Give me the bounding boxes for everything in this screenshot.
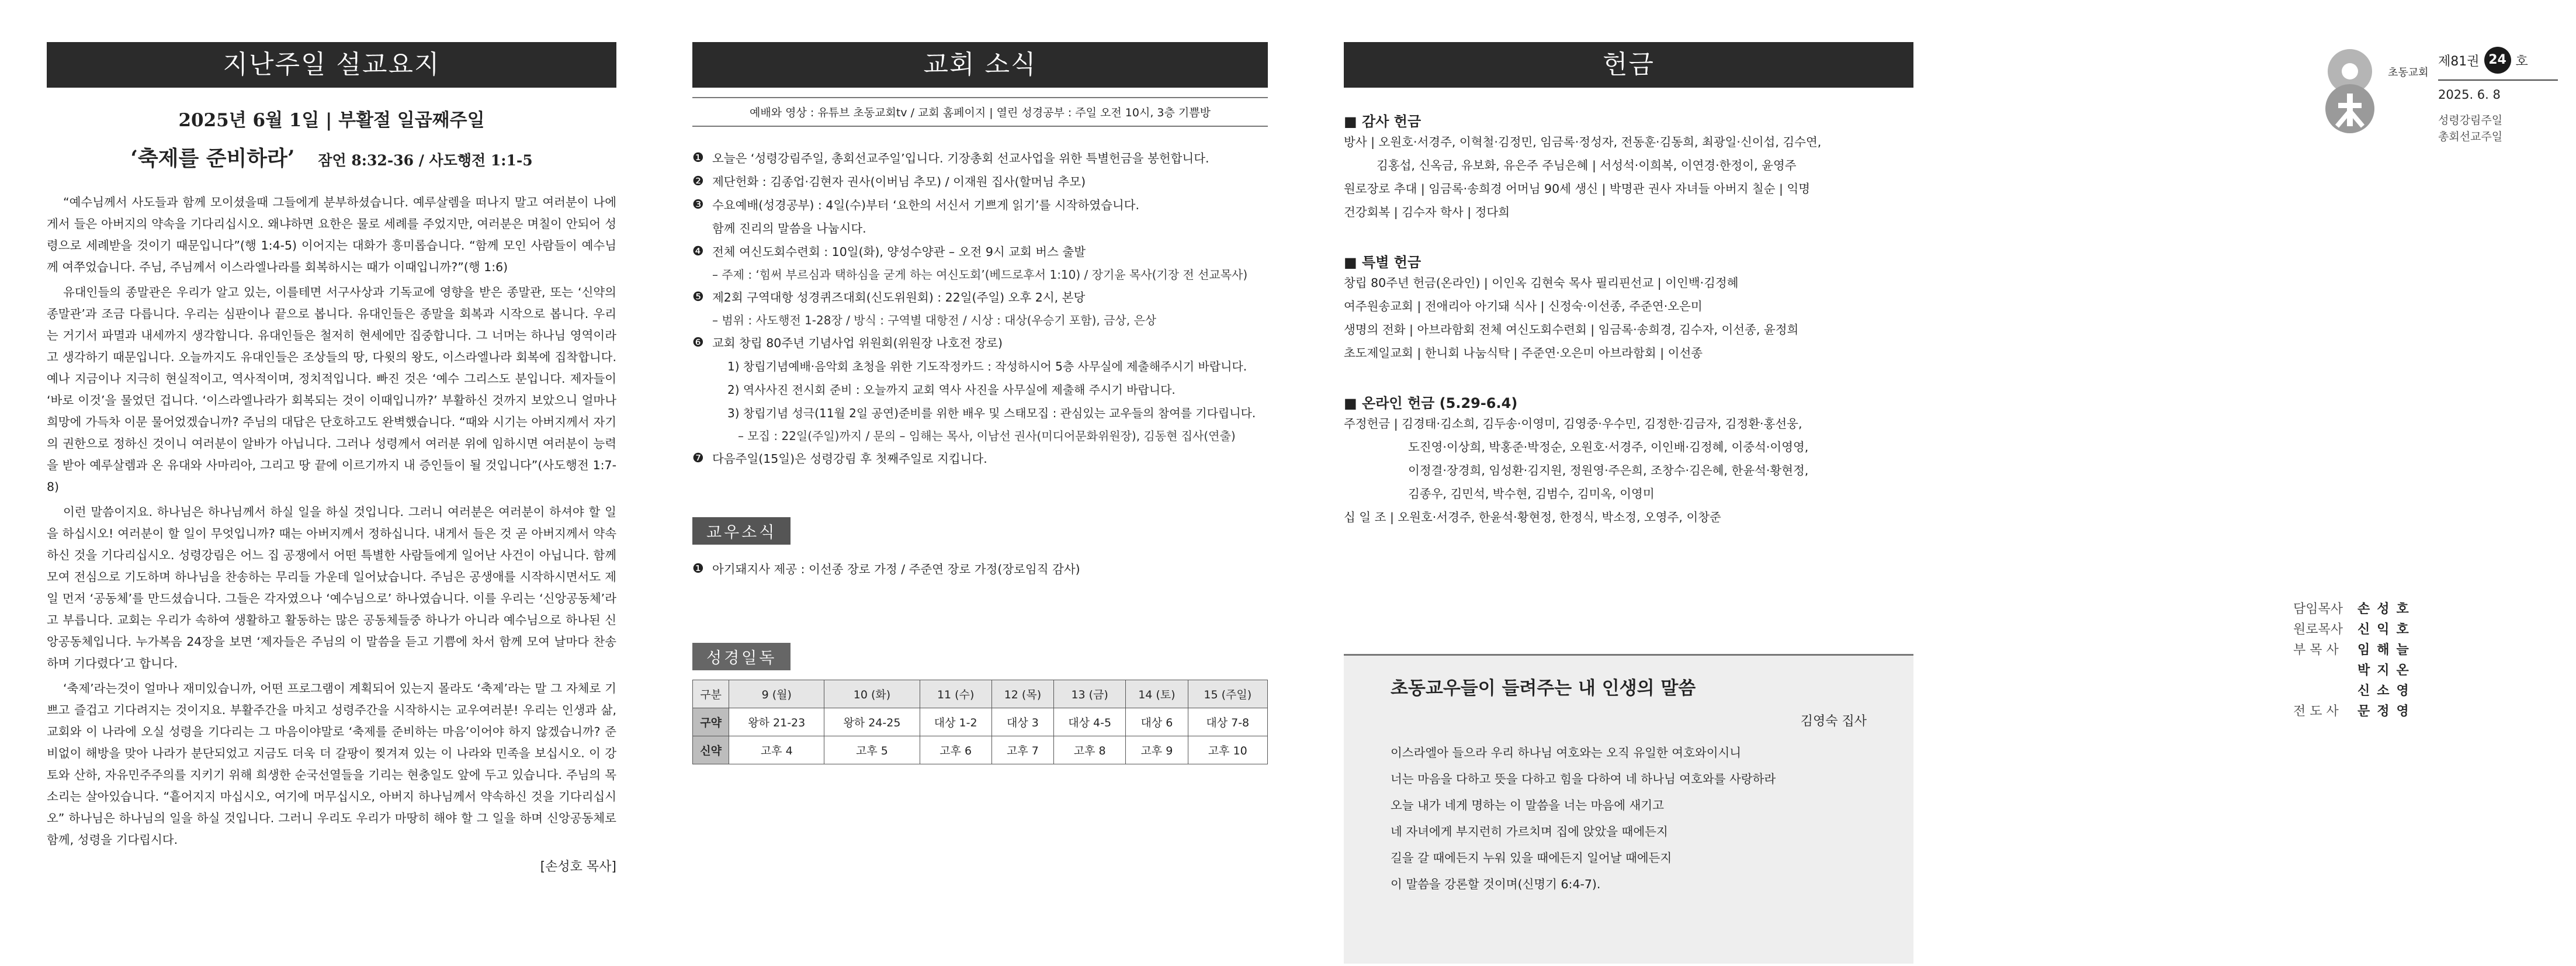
news-item-text: 수요예배(성경공부) : 4일(수)부터 ‘요한의 서신서 기쁘게 읽기’를 시작하였습니다. xyxy=(712,198,1139,212)
sermon-body xyxy=(47,192,616,851)
issue-date: 2025. 6. 8 xyxy=(2438,88,2501,102)
thanks-offering-line: 방사 | 오원호·서경주, 이혁철·김정민, 임금록·정성자, 전동훈·김동희, 최광일·신이섭, 김수연, xyxy=(1344,135,1822,149)
online-offering-line: 김종우, 김민석, 박수현, 김범수, 김미옥, 이영미 xyxy=(1408,487,1655,501)
staff-row xyxy=(2293,660,2439,681)
news-subitem: – 주제 : ‘힘써 부르심과 택하심을 굳게 하는 여신도회’(베드로후서 1:10) / 장기윤 목사(기장 전 선교목사) xyxy=(712,268,1248,282)
member-news-header: 교우소식 xyxy=(692,517,791,545)
news-item-text: 교회 창립 80주년 기념사업 위원회(위원장 나호전 장로) xyxy=(712,336,1003,350)
table-cell: 고후 6 xyxy=(920,736,991,764)
bible-table-header: 15 (주일) xyxy=(1188,680,1268,708)
news-subitem: 2) 역사사진 전시회 준비 : 오늘까지 교회 역사 사진을 사무실에 제출해 주시기 바랍니다. xyxy=(727,383,1176,397)
staff-role: 부 목 사 xyxy=(2293,643,2339,657)
news-item-number: ❶ xyxy=(692,151,704,165)
masthead-column xyxy=(1940,0,2559,966)
staff-role xyxy=(2293,660,2357,681)
sermon-paragraph: ‘축제’라는것이 얼마나 재미있습니까, 어떤 프로그램이 계획되어 있는지 몰라도 ‘축제’라는 말 그 자체로 기쁘고 즐겁고 기다려지는 것이지요. 부활주간을 마치고 성령주간을 시작하시는 교우여러분! 우리는 인생과 삶, 교회와 이 나라에 오실 성령을 기다리는 그 마음이야말로 ‘축제를 준비하는 마음’이어야 하지 않겠습니까? 준비없이 해방을 맞아 나라가 분단되었고 지금도 더욱 더 갈팡이 찢겨져 있는 이 나라와 민족을 보십시오. 이 강토와 산하, 자유민주주의를 지키기 위해 희생한 순국선열들을 기리는 현충일도 앞에 두고 있습니다. 주님의 목소리는 살아있습니다. “흩어지지 마십시오, 여기에 머무십시오, 아버지 하나님께서 약속하신 것을 기다리십시오” 하나님은 하나님의 일을 하실 것입니다. 그러니 우리도 우리가 마땅히 해야 할 그 일을 하며 신앙공동체로 함께, 성령을 기다립시다. xyxy=(47,681,616,847)
bible-reading-header: 성경일독 xyxy=(692,643,791,670)
bible-table-header: 11 (수) xyxy=(920,680,991,708)
life-verse-title: 초동교우들이 들려주는 내 인생의 말씀 xyxy=(1391,678,1696,699)
news-column xyxy=(692,42,1268,764)
life-verse-line: 이 말씀을 강론할 것이며(신명기 6:4-7). xyxy=(1391,877,1601,891)
offering-header: 헌금 xyxy=(1344,42,1913,88)
life-verse-line: 네 자녀에게 부지런히 가르치며 집에 앉았을 때에든지 xyxy=(1391,825,1668,839)
table-cell: 대상 7-8 xyxy=(1188,708,1268,736)
sermon-header: 지난주일 설교요지 xyxy=(47,42,616,88)
service-name: 성령강림주일 xyxy=(2438,114,2503,127)
member-news-item xyxy=(692,558,1268,581)
staff-row xyxy=(2293,681,2439,701)
news-list xyxy=(692,147,1268,470)
news-item xyxy=(692,331,1268,355)
bible-table-header: 14 (토) xyxy=(1126,680,1188,708)
bible-reading-table xyxy=(692,680,1268,764)
news-subitem: – 모집 : 22일(주일)까지 / 문의 – 임해는 목사, 이남선 권사(미디어문화위원장), 김동현 집사(연출) xyxy=(738,429,1236,443)
table-row xyxy=(693,708,1268,736)
bible-table-header-row xyxy=(693,680,1268,708)
online-offering-line: 도진영·이상희, 박홍준·박정순, 오원호·서경주, 이인배·김정혜, 이중석·이영영, xyxy=(1408,440,1809,454)
church-logo-icon xyxy=(2314,47,2387,134)
bible-table-header: 9 (월) xyxy=(729,680,824,708)
table-cell: 왕하 24-25 xyxy=(824,708,920,736)
life-verse-line: 이스라엘아 들으라 우리 하나님 여호와는 오직 유일한 여호와이시니 xyxy=(1391,746,1742,760)
table-cell: 고후 10 xyxy=(1188,736,1268,764)
news-item xyxy=(692,193,1268,217)
staff-row xyxy=(2293,701,2439,722)
special-offering-line: 여주원송교회 | 전애리아 아기돼 식사 | 신정숙·이선종, 주준연·오은미 xyxy=(1344,299,1703,313)
life-verse-line: 오늘 내가 네게 명하는 이 말씀을 너는 마음에 새기고 xyxy=(1391,798,1664,812)
news-subitem: – 범위 : 사도행전 1-28장 / 방식 : 구역별 대항전 / 시상 : 대상(우승기 포함), 금상, 은상 xyxy=(712,313,1157,327)
sermon-title: ‘축제를 준비하라’ xyxy=(130,146,295,171)
thanks-offering-line: 원로장로 추대 | 임금록·송희경 어머님 90세 생신 | 박명관 권사 자녀들 아버지 칠순 | 익명 xyxy=(1344,182,1811,196)
staff-row xyxy=(2293,619,2439,640)
life-verse-lines xyxy=(1391,740,1867,898)
member-news-number: ❶ xyxy=(692,562,704,576)
sermon-reference: 잠언 8:32-36 / 사도행전 1:1-5 xyxy=(318,152,533,169)
news-item-number: ❻ xyxy=(692,335,704,350)
bible-table-header: 13 (금) xyxy=(1054,680,1126,708)
news-item-number: ❹ xyxy=(692,244,704,259)
sermon-signature: [손성호 목사] xyxy=(540,860,616,874)
news-item xyxy=(692,147,1268,170)
staff-role: 전 도 사 xyxy=(2293,704,2339,719)
special-offering-line: 창립 80주년 헌금(온라인) | 이인옥 김현숙 목사 필리핀선교 | 이인백·김정혜 xyxy=(1344,276,1739,290)
staff-name: 박지온 xyxy=(2357,663,2416,678)
staff-name: 임해늘 xyxy=(2357,643,2416,657)
news-item-continuation: 함께 진리의 말씀을 나눕시다. xyxy=(712,221,866,236)
table-cell: 대상 6 xyxy=(1126,708,1188,736)
life-verse-line: 너는 마음을 다하고 뜻을 다하고 힘을 다하여 네 하나님 여호와를 사랑하라 xyxy=(1391,772,1776,786)
table-cell: 구약 xyxy=(693,708,729,736)
news-item-number: ❸ xyxy=(692,198,704,212)
table-cell: 대상 3 xyxy=(991,708,1053,736)
member-news-section xyxy=(692,517,1268,581)
news-item-number: ❼ xyxy=(692,451,704,466)
bible-table-header: 10 (화) xyxy=(824,680,920,708)
news-subitem: 3) 창립기념 성극(11월 2일 공연)준비를 위한 배우 및 스태모집 : 관심있는 교우들의 참여를 기다립니다. xyxy=(727,406,1256,420)
bible-table-header: 12 (목) xyxy=(991,680,1053,708)
sermon-paragraph: 이런 말씀이지요. 하나님은 하나님께서 하실 일을 하실 것입니다. 그러니 여러분은 여러분이 하셔야 할 일을 하십시오! 여러분이 할 일이 무엇입니까? 때는 아버지께서 정하십니다. 내게서 들은 것 곧 아버지께서 약속하신 것을 기다리십시오. 성령강림은 어느 집 공쟁에서 어떤 특별한 사람들에게 일어난 사건이 아닙니다. 함께 모여 전심으로 기도하며 하나님을 찬송하는 무리들 가운데 일어났습니다. 주님은 공생애를 시작하시면서도 제일 먼저 ‘공동체’를 만드셨습니다. 그들은 각자였으나 ‘예수님으로’ 하나였습니다. 이를 우리는 ‘신앙공동체’라고 부릅니다. 교회는 우리가 속하여 생활하고 활동하는 많은 공동체들중 하나가 아니라 예수님으로 하나된 신앙공동체입니다. 누가복음 24장을 보면 ‘제자들은 주님의 이 말씀을 듣고 기쁨에 차서 함께 모여 날마다 찬송하며 기다렸다’고 합니다. xyxy=(47,505,616,670)
online-offering-line: 주정헌금 | 김경태·김소희, 김두송·이영미, 김영중·우수민, 김정한·김금자, 김정환·홍선웅, xyxy=(1344,417,1802,431)
staff-list xyxy=(2293,599,2439,722)
issue-number-badge: 24 xyxy=(2484,47,2511,74)
news-item-text: 오늘은 ‘성령강림주일, 총회선교주일’입니다. 기장총회 선교사업을 위한 특별헌금을 봉헌합니다. xyxy=(712,151,1209,165)
offering-column xyxy=(1344,42,1916,966)
special-offering-line: 초도제일교회 | 한니회 나눔식탁 | 주준연·오은미 아브라함회 | 이선종 xyxy=(1344,346,1703,360)
bible-reading-section xyxy=(692,643,1268,764)
service-names xyxy=(2438,112,2502,145)
staff-name: 신익호 xyxy=(2357,622,2416,637)
staff-name: 신소영 xyxy=(2357,684,2416,698)
news-item xyxy=(692,170,1268,193)
staff-row xyxy=(2293,640,2439,660)
news-subitem: 1) 창립기념예배·음악회 초청을 위한 기도작정카드 : 작성하시어 5층 사무실에 제출해주시기 바랍니다. xyxy=(727,359,1247,373)
news-header: 교회 소식 xyxy=(692,42,1268,88)
sermon-date-line: 2025년 6월 1일 | 부활절 일곱째주일 xyxy=(178,110,485,131)
staff-name: 손성호 xyxy=(2357,602,2416,617)
church-name: 초동교회 xyxy=(2388,67,2429,79)
life-verse-box xyxy=(1344,654,1913,964)
thanks-offering-line: 김홍섭, 신옥금, 유보화, 유은주 주님은혜 | 서성석·이희복, 이연경·한정이, 윤영주 xyxy=(1377,158,1797,172)
sermon-column xyxy=(47,42,616,875)
news-item-text: 다음주일(15일)은 성령강림 후 첫째주일로 지킵니다. xyxy=(712,452,987,466)
news-item-text: 제2회 구역대항 성경퀴즈대회(신도위원회) : 22일(주일) 오후 2시, 본당 xyxy=(712,290,1086,304)
news-item xyxy=(692,447,1268,470)
table-cell: 고후 9 xyxy=(1126,736,1188,764)
table-cell: 고후 8 xyxy=(1054,736,1126,764)
masthead-divider xyxy=(2438,79,2558,81)
issue-volume xyxy=(2438,47,2528,74)
table-cell: 고후 4 xyxy=(729,736,824,764)
issue-suffix: 호 xyxy=(2515,54,2528,69)
news-item-text: 전체 여신도회수련회 : 10일(화), 양성수양관 – 오전 9시 교회 버스 출발 xyxy=(712,245,1086,259)
news-item-number: ❺ xyxy=(692,290,704,304)
thanks-offering-title: ■ 감사 헌금 xyxy=(1344,113,1422,130)
news-item xyxy=(692,240,1268,264)
sermon-paragraph: 유대인들의 종말관은 우리가 알고 있는, 이를테면 서구사상과 기독교에 영향을 받은 종말관, 또는 ‘신약의 종말관’과 조금 다릅니다. 우리는 심판이나 끝으로 봅니다. 유대인들은 종말을 회복과 시작으로 봅니다. 우리는 거기서 파멸과 내세까지 생각합니다. 유대인들은 철저히 현세에만 집중합니다. 그 너머는 하나님 영역이라고 생각하기 때문입니다. 오늘까지도 유대인들은 조상들의 땅, 다윗의 왕도, 이스라엘나라 회복에 집착합니다. 예나 지금이나 지극히 현실적이고, 역사적이며, 정치적입니다. 빠진 것은 ‘예수 그리스도 분입니다. 제자들이 ‘바로 이것’을 물었던 겁니다. ‘이스라엘나라가 회복되는 것이 이때입니까?’ 부활하신 것까지 보았으니 얼마나 희망에 가득차 이문 물어었겠습니까? 주님의 대답은 단호하고도 완벽했습니다. “때와 시기는 아버지께서 자기의 권한으로 정하신 것이니 여러분이 알바가 아닙니다. 그러나 성령께서 여러분 위에 임하시면 여러분이 능력을 받아 예루살렘과 온 유대와 사마리아, 그리고 땅 끝에 이르기까지 내 증인들이 될 것입니다”(사도행전 1:7-8) xyxy=(47,285,616,494)
table-row xyxy=(693,736,1268,764)
online-offering-line: 십 일 조 | 오원호·서경주, 한윤석·황현정, 한정식, 박소정, 오영주, 이창준 xyxy=(1344,510,1721,524)
table-cell: 고후 7 xyxy=(991,736,1053,764)
table-cell: 대상 1-2 xyxy=(920,708,991,736)
member-news-text: 아기돼지사 제공 : 이선종 장로 가정 / 주준연 장로 가정(장로임직 감사) xyxy=(712,562,1080,576)
staff-name: 문정영 xyxy=(2357,704,2416,719)
life-verse-author: 김영숙 집사 xyxy=(1800,714,1867,729)
table-cell: 왕하 21-23 xyxy=(729,708,824,736)
sermon-title-line xyxy=(47,142,616,172)
sermon-paragraph: “예수님께서 사도들과 함께 모이셨을때 그들에게 분부하셨습니다. 예루살렘을 떠나지 말고 여러분이 나에게서 들은 아버지의 약속을 기다리십시오. 왜냐하면 요한은 물로 세례를 주었지만, 여러분은 며칠이 안되어 성령으로 세례받을 것이기 때문입니다”(행 1:4-5) 이어지는 대화가 흥미롭습니다. “함께 모인 사람들이 예수님께 여쭈었습니다. 주님, 주님께서 이스라엘나라를 회복하시는 때가 이때입니까?”(행 1:6) xyxy=(47,195,616,274)
service-name: 총회선교주일 xyxy=(2438,130,2503,143)
life-verse-line: 길을 갈 때에든지 누워 있을 때에든지 일어날 때에든지 xyxy=(1391,851,1672,865)
table-cell: 신약 xyxy=(693,736,729,764)
staff-role: 원로목사 xyxy=(2293,622,2343,637)
table-cell: 대상 4-5 xyxy=(1054,708,1126,736)
news-item-text: 제단헌화 : 김종업·김현자 권사(이버님 추모) / 이재원 집사(할머님 추모) xyxy=(712,175,1086,189)
thanks-offering-line: 건강회복 | 김수자 학사 | 정다희 xyxy=(1344,205,1510,219)
staff-role xyxy=(2293,681,2357,701)
news-info-bar: 예배와 영상 : 유튜브 초동교회tv / 교회 홈페이지 | 열린 성경공부 : 주일 오전 10시, 3층 기쁨방 xyxy=(692,97,1268,127)
online-offering-line: 이정결·장경희, 임성환·김지원, 정원영·주은희, 조창수·김은혜, 한윤석·황현정, xyxy=(1408,463,1809,477)
staff-role: 담임목사 xyxy=(2293,602,2343,617)
online-offering-title: ■ 온라인 헌금 (5.29-6.4) xyxy=(1344,395,1518,411)
special-offering-title: ■ 특별 헌금 xyxy=(1344,254,1422,271)
news-item-number: ❷ xyxy=(692,174,704,189)
bible-table-header: 구분 xyxy=(693,680,729,708)
news-item xyxy=(692,286,1268,309)
table-cell: 고후 5 xyxy=(824,736,920,764)
volume-prefix: 제81권 xyxy=(2438,54,2480,69)
special-offering-line: 생명의 전화 | 아브라함회 전체 여신도회수련회 | 임금록·송희경, 김수자, 이선종, 윤정희 xyxy=(1344,323,1799,337)
member-news-list xyxy=(692,558,1268,581)
staff-row xyxy=(2293,599,2439,619)
